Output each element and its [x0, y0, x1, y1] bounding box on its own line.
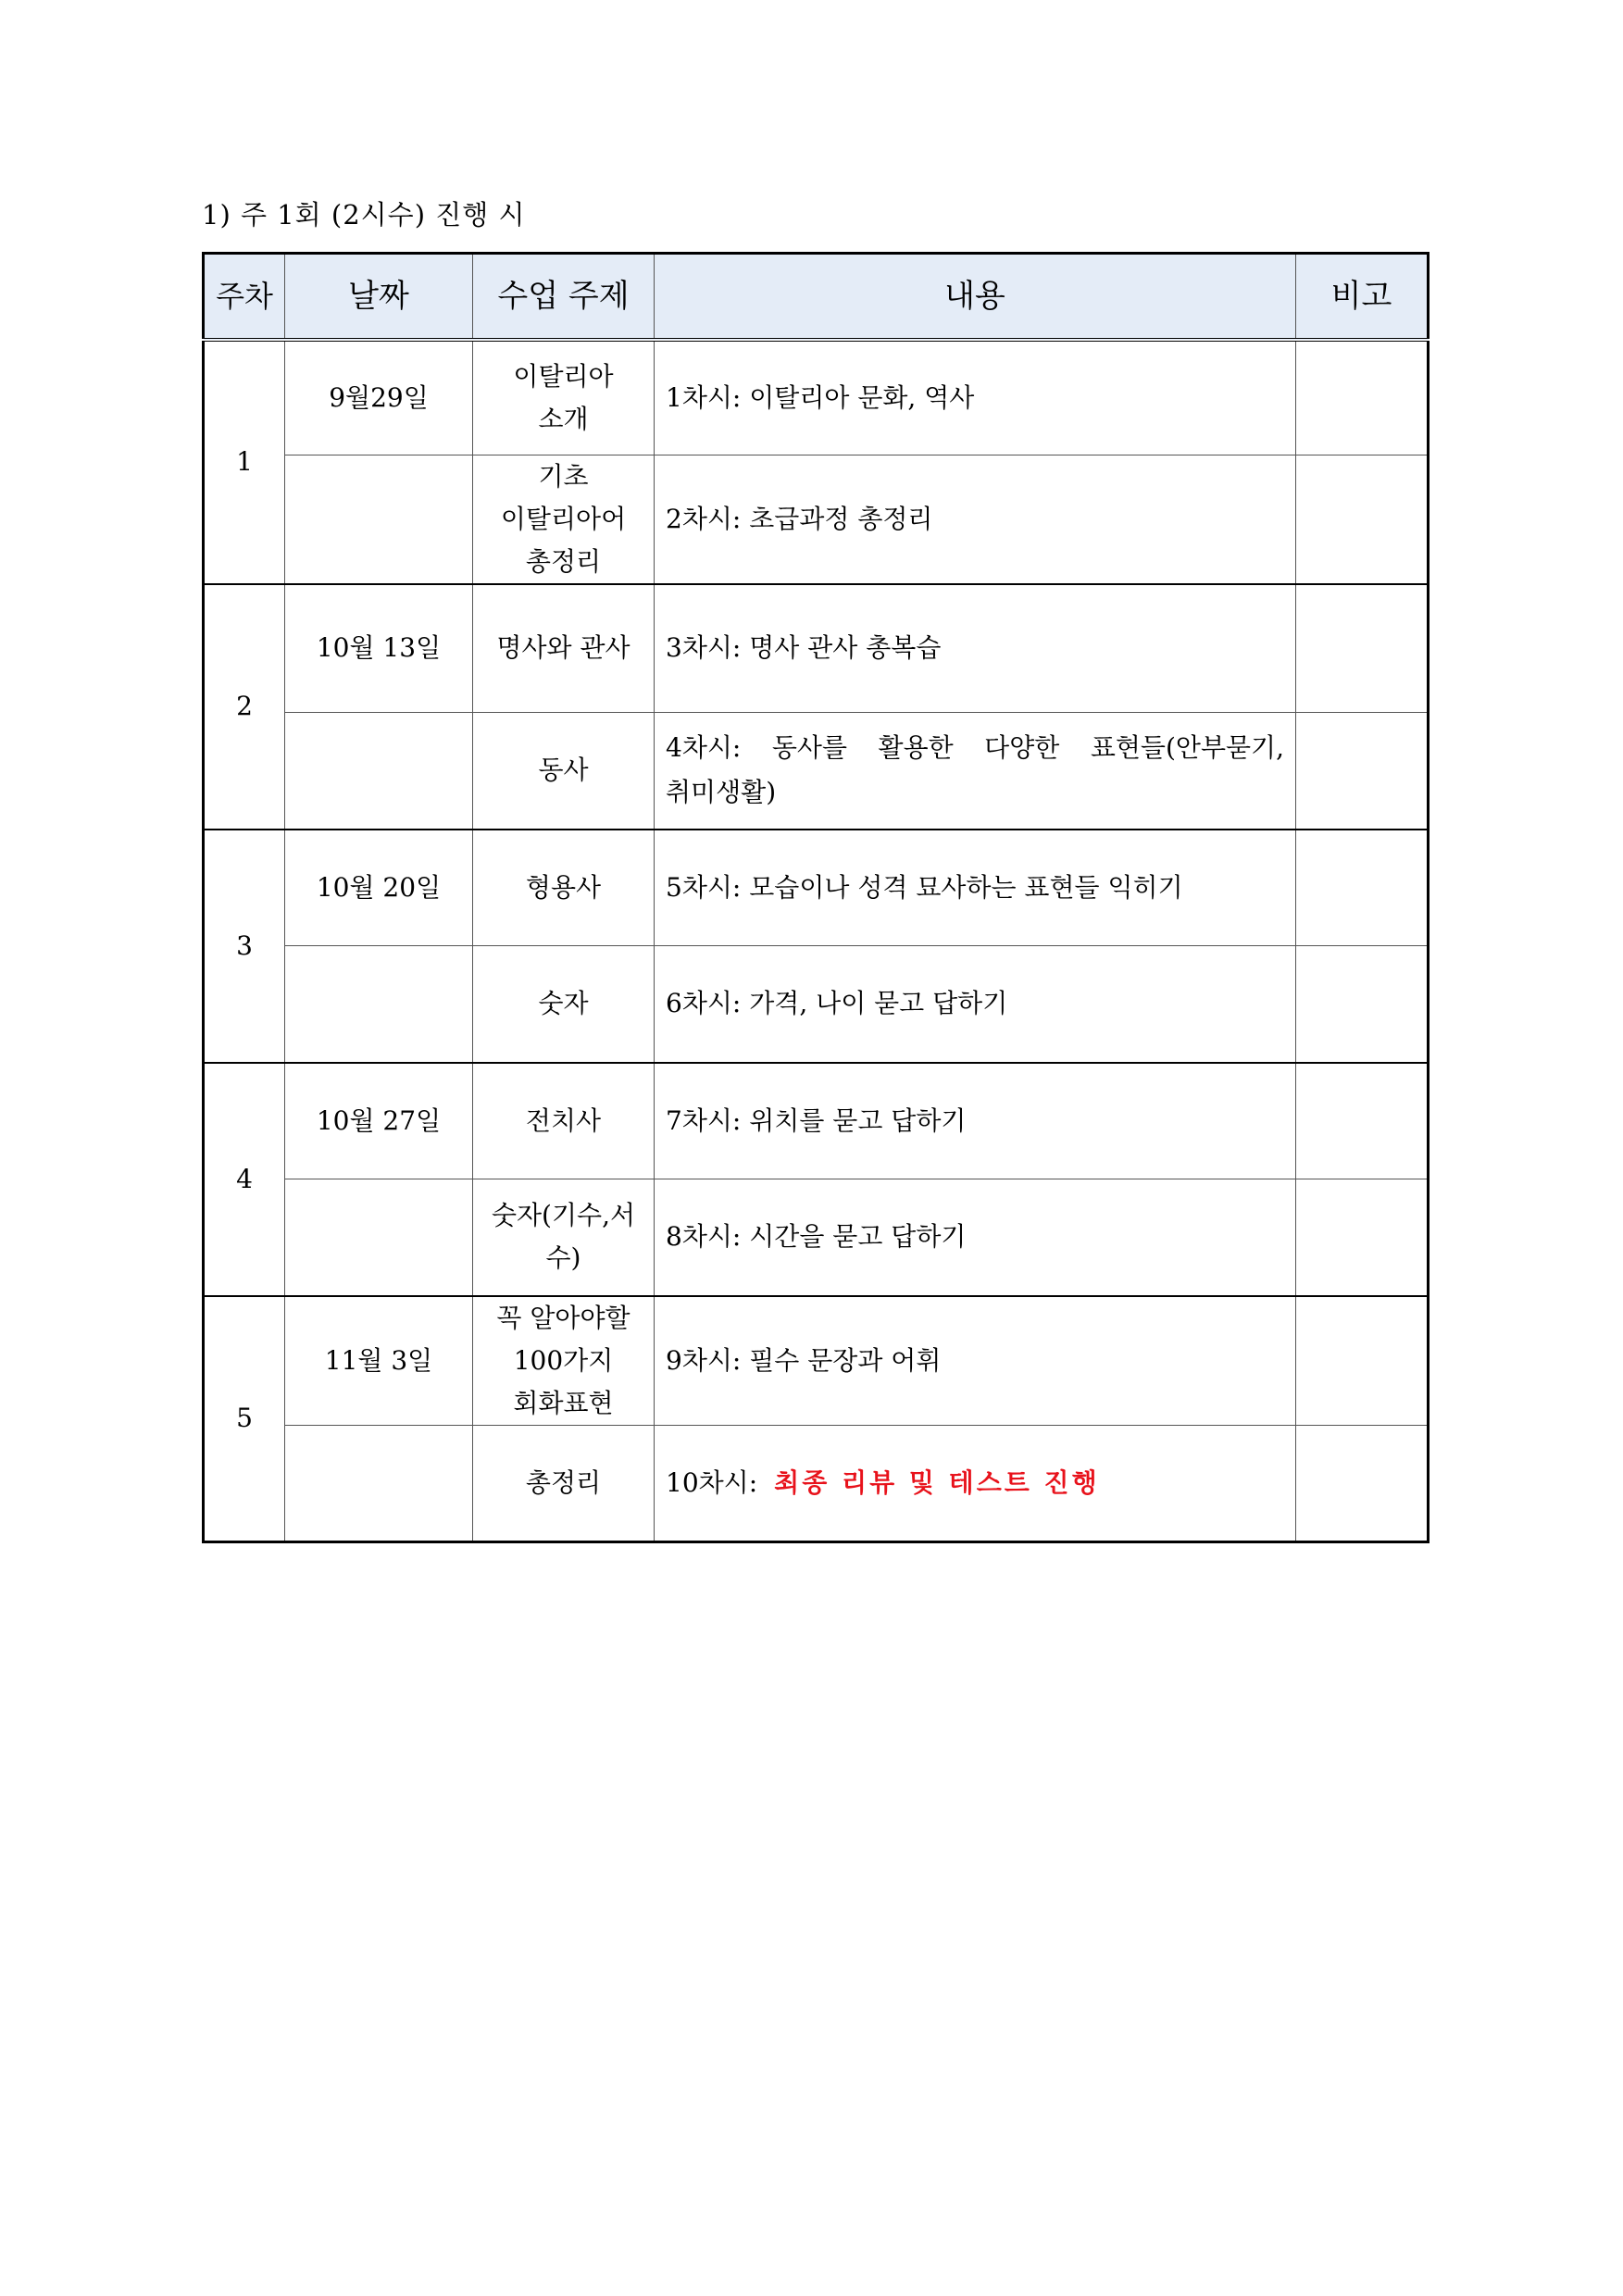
topic-cell: 형용사	[473, 830, 655, 946]
note-cell	[1296, 340, 1429, 455]
content-cell: 1차시: 이탈리아 문화, 역사	[655, 340, 1296, 455]
week-number: 4	[204, 1063, 285, 1296]
lesson-schedule-table	[202, 252, 1429, 1543]
table-row	[204, 1425, 1429, 1541]
table-row	[204, 830, 1429, 946]
note-cell	[1296, 1296, 1429, 1426]
topic-cell: 꼭 알아야할 100가지 회화표현	[473, 1296, 655, 1426]
note-cell	[1296, 584, 1429, 713]
content-cell: 7차시: 위치를 묻고 답하기	[655, 1063, 1296, 1179]
content-text: 10차시:	[666, 1466, 758, 1498]
table-row	[204, 455, 1429, 584]
header-week: 주차	[204, 254, 285, 341]
table-header-row	[204, 254, 1429, 341]
content-highlight: 최종 리뷰 및 테스트 진행	[774, 1466, 1100, 1498]
week-number: 2	[204, 584, 285, 830]
date-cell: 9월29일	[285, 340, 473, 455]
header-date: 날짜	[285, 254, 473, 341]
content-cell: 2차시: 초급과정 총정리	[655, 455, 1296, 584]
table-row	[204, 713, 1429, 830]
note-cell	[1296, 830, 1429, 946]
topic-cell: 이탈리아 소개	[473, 340, 655, 455]
date-cell	[285, 713, 473, 830]
note-cell	[1296, 455, 1429, 584]
section-heading: 1) 주 1회 (2시수) 진행 시	[202, 199, 526, 231]
topic-cell: 숫자	[473, 946, 655, 1063]
content-text: 4차시: 동사를 활용한 다양한 표현들(안부묻기, 취미생활)	[666, 732, 1284, 808]
topic-cell: 숫자(기수,서 수)	[473, 1179, 655, 1296]
table-row	[204, 340, 1429, 455]
topic-cell: 동사	[473, 713, 655, 830]
content-cell	[655, 1425, 1296, 1541]
table-body	[204, 340, 1429, 1541]
note-cell	[1296, 1179, 1429, 1296]
note-cell	[1296, 1063, 1429, 1179]
topic-cell: 명사와 관사	[473, 584, 655, 713]
date-cell: 10월 27일	[285, 1063, 473, 1179]
table-row	[204, 1296, 1429, 1426]
date-cell: 10월 13일	[285, 584, 473, 713]
header-topic: 수업 주제	[473, 254, 655, 341]
note-cell	[1296, 713, 1429, 830]
table-row	[204, 1179, 1429, 1296]
date-cell	[285, 1425, 473, 1541]
header-content: 내용	[655, 254, 1296, 341]
topic-cell: 총정리	[473, 1425, 655, 1541]
content-cell: 6차시: 가격, 나이 묻고 답하기	[655, 946, 1296, 1063]
content-cell	[655, 713, 1296, 830]
content-cell: 8차시: 시간을 묻고 답하기	[655, 1179, 1296, 1296]
header-note: 비고	[1296, 254, 1429, 341]
date-cell: 11월 3일	[285, 1296, 473, 1426]
table-row	[204, 584, 1429, 713]
content-cell: 5차시: 모습이나 성격 묘사하는 표현들 익히기	[655, 830, 1296, 946]
content-cell: 9차시: 필수 문장과 어휘	[655, 1296, 1296, 1426]
date-cell: 10월 20일	[285, 830, 473, 946]
topic-cell: 전치사	[473, 1063, 655, 1179]
date-cell	[285, 455, 473, 584]
week-number: 1	[204, 340, 285, 584]
note-cell	[1296, 946, 1429, 1063]
date-cell	[285, 1179, 473, 1296]
table-row	[204, 946, 1429, 1063]
week-number: 5	[204, 1296, 285, 1542]
table-row	[204, 1063, 1429, 1179]
note-cell	[1296, 1425, 1429, 1541]
topic-cell: 기초 이탈리아어 총정리	[473, 455, 655, 584]
content-cell: 3차시: 명사 관사 총복습	[655, 584, 1296, 713]
week-number: 3	[204, 830, 285, 1063]
date-cell	[285, 946, 473, 1063]
